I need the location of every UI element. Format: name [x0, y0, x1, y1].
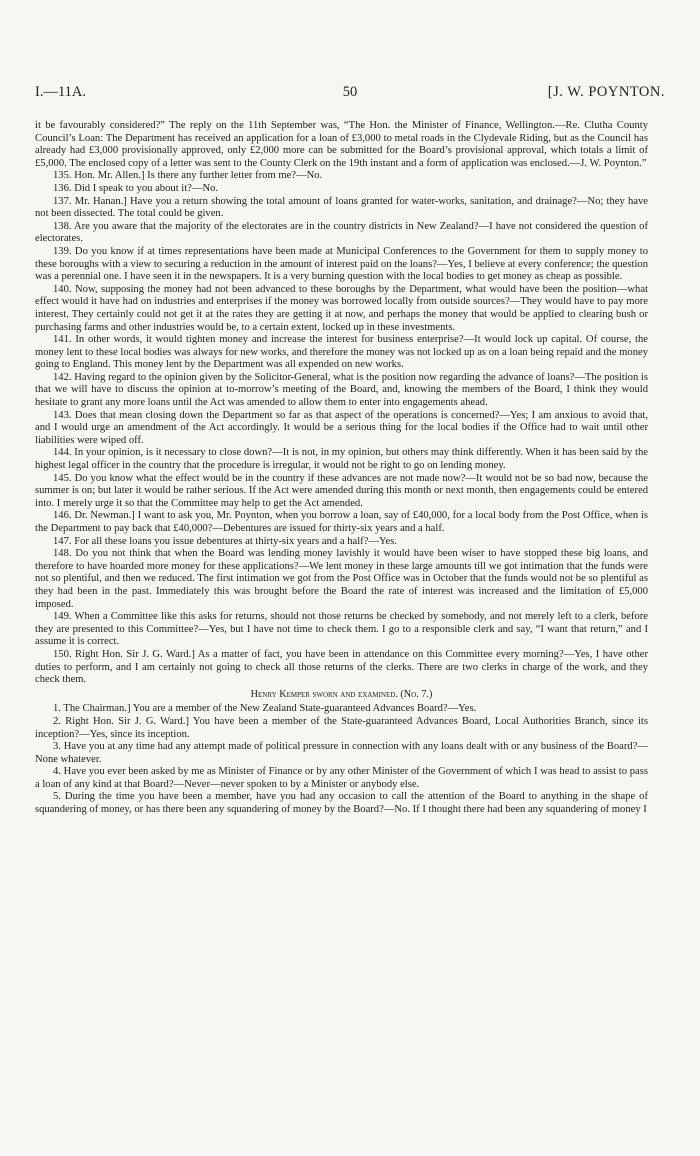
witness-question-5: 5. During the time you have been a member, have you had any occasion to call the attention of the Board to anything in the shape of squandering of money, or has there been any squandering of money by the Board?—No. If I thought there had been any squandering of money I	[35, 791, 648, 816]
paragraph-continued: it be favourably considered?” The reply on the 11th September was, “The Hon. the Minister of Finance, Wellington.—Re. Clutha County Council’s Loan: The Department has received an application for a loan of £3,000 to metal roads in the Clydevale Riding, but as the Council has already had £3,000 provisionally approved, only £2,000 more can be submitted for the Board’s provisional approval, which totals a limit of £5,000. The enclosed copy of a letter was sent to the County Clerk on the 19th instant and a form of application was enclosed.—J. W. Poynton.”	[35, 120, 648, 169]
question-148: 148. Do you not think that when the Board was lending money lavishly it would have been wiser to have stopped these big loans, and therefore to have hoarded more money for these applications?—We lent money in these large amounts till we got intimation that the funds were not so plentiful, and then we reduced. The first intimation we got from the Post Office was in October that the funds would not be so plentiful as they had been in the past. Immediately this was brought before the Board the rate of interest was increased and the limitation of £5,000 imposed.	[35, 548, 648, 610]
question-137: 137. Mr. Hanan.] Have you a return showing the total amount of loans granted for water-works, sanitation, and drainage?—No; they have not been dissected. The total could be given.	[35, 195, 648, 220]
question-143: 143. Does that mean closing down the Department so far as that aspect of the operations is concerned?—Yes; I am anxious to avoid that, and I would urge an amendment of the Act accordingly. It would be a serious thing for the local bodies if the Office had to wait until other liabilities were wiped off.	[35, 409, 648, 446]
question-141: 141. In other words, it would tighten money and increase the interest for business enterprise?—It would lock up capital. Of course, the money lent to these local bodies was always for new works, and therefore the money was not locked up as on a loan being repaid and the money going to England. This money lent by the Department was all expended on new works.	[35, 334, 648, 371]
report-reference: I.—11A.	[35, 84, 87, 100]
question-145: 145. Do you know what the effect would be in the country if these advances are not made now?—It would not be so bad now, because the summer is on; but later it would be rather serious. If the Act were amended during this month or next month, then engagements could be entered into. I merely urge it so that the Committee may help to get the Act amended.	[35, 472, 648, 509]
question-135: 135. Hon. Mr. Allen.] Is there any further letter from me?—No.	[53, 170, 323, 182]
witness-question-4: 4. Have you ever been asked by me as Minister of Finance or by any other Minister of the Government of which I was head to assist to pass a loan of any kind at that Board?—Never—never spoken to by a Minister or anybody else.	[35, 766, 648, 790]
question-146: 146. Dr. Newman.] I want to ask you, Mr. Poynton, when you borrow a loan, say of £40,000, for a local body from the Post Office, when is the Department to pay back that £40,000?—Debentures are issued for thirty-six years and a half.	[35, 510, 648, 534]
question-150: 150. Right Hon. Sir J. G. Ward.] As a matter of fact, you have been in attendance on this Committee every morning?—Yes, I have other duties to perform, and I am certainly not going to check all those returns of the clerks. There are two clerks in charge of the work, and they check them.	[35, 648, 648, 686]
witness-question-1: 1. The Chairman.] You are a member of the New Zealand State-guaranteed Advances Board?—Yes.	[53, 703, 477, 715]
question-140: 140. Now, supposing the money had not been advanced to these boroughs by the Department, what would have been the position—what effect would it have had on industries and enterprises if the money was borrowed locally from outside sources?—They would have to pay more interest. They certainly could not get it at the rates they are getting it at now, and perhaps the money that would be applied to clearing bush or purchasing farms and other industries would be, to a certain extent, locked up in these investments.	[35, 283, 648, 333]
witness-question-2: 2. Right Hon. Sir J. G. Ward.] You have been a member of the State-guaranteed Advances Board, Local Authorities Branch, since its inception?—Yes, since its inception.	[35, 715, 648, 740]
question-144: 144. In your opinion, is it necessary to close down?—It is not, in my opinion, but others may think differently. When it has been said by the highest legal officer in the country that the procedure is irregular, it would not be right to go on lending money.	[35, 447, 648, 472]
page-number: 50	[342, 84, 358, 100]
question-142: 142. Having regard to the opinion given by the Solicitor-General, what is the position now regarding the advance of loans?—The position is that we will have to discuss the opinion at to-morrow’s meeting of the Board, and, knowing the members of the Board, I think they would hesitate to grant any more loans until the Act was amended to allow them to enter into engagements ahead.	[35, 371, 648, 409]
page-header	[35, 84, 665, 104]
witness-question-3: 3. Have you at any time had any attempt made of political pressure in connection with any loans dealt with or any business of the Board?—None whatever.	[35, 741, 648, 765]
question-139: 139. Do you know if at times representations have been made at Municipal Conferences to the Government for them to supply money to these boroughs with a view to securing a reduction in the amount of interest paid on the loans?—Yes, I believe at every conference; the question was a perennial one. I have seen it in the newspapers. It is a very burning question with the local bodies to get money as cheap as possible.	[35, 245, 648, 283]
question-136: 136. Did I speak to you about it?—No.	[53, 182, 219, 194]
document-body	[35, 120, 648, 817]
witness-heading: Henry Kemper sworn and examined. (No. 7.)	[250, 688, 433, 700]
question-149: 149. When a Committee like this asks for returns, should not those returns be checked by somebody, and not merely left to a clerk, before they are presented to this Committee?—Yes, but I have not time to check them. I go to a responsible clerk and say, “I want that return,” and I assume it is correct.	[35, 611, 648, 648]
question-147: 147. For all these loans you issue debentures at thirty-six years and a half?—Yes.	[53, 535, 398, 547]
witness-running-head: [J. W. POYNTON.	[547, 84, 665, 100]
question-138: 138. Are you aware that the majority of the electorates are in the country districts in New Zealand?—I have not considered the question of electorates.	[35, 220, 648, 245]
